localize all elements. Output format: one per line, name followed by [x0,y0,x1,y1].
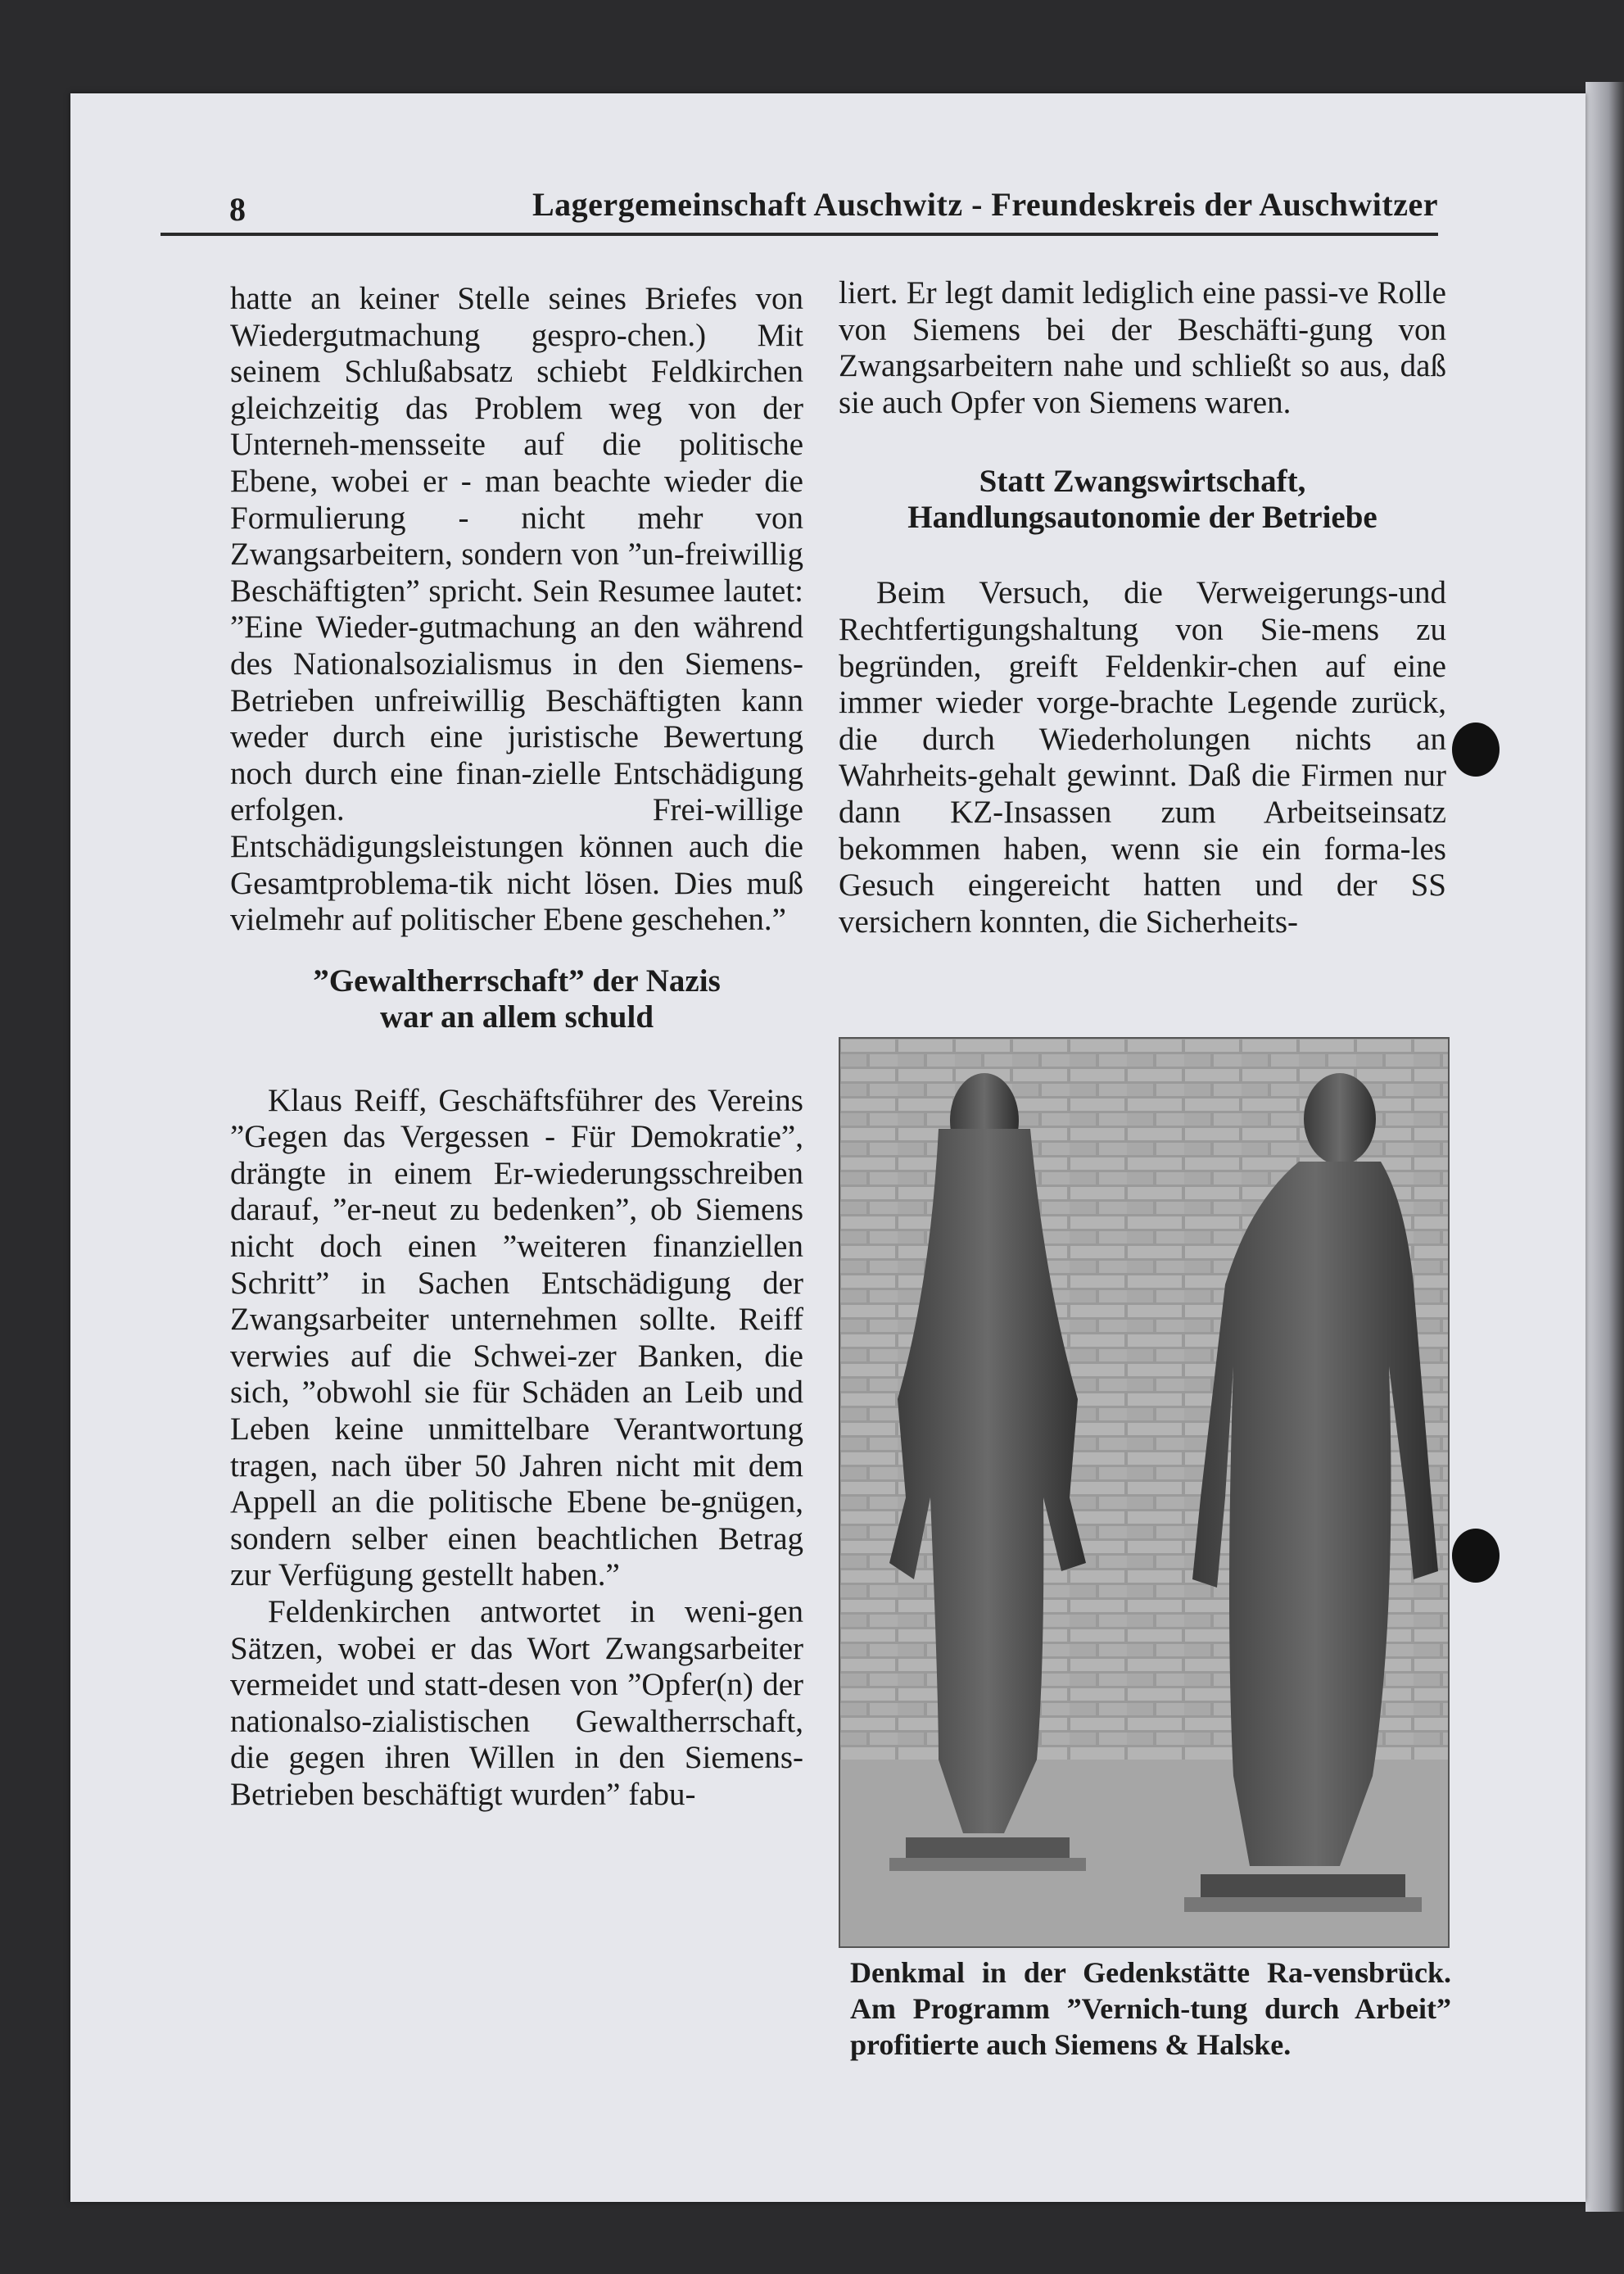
right-column [839,275,1446,940]
left-paragraph-2: Klaus Reiff, Geschäftsführer des Vereins ”Gegen das Vergessen - Für Demokratie”, drängte in einem Er-wiederungsschreiben darauf, ”er-neut zu bedenken”, ob Siemens nicht doch einen ”weiteren finanziellen Schritt” in Sachen Entschädigung der Zwangsarbeiter unternehmen sollte. Reiff verwies auf die Schwei-zer Banken, die sich, ”obwohl sie für Schäden an Leib und Leben keine unmittelbare Verantwortung tragen, nach über 50 Jahren nicht mit dem Appell an die politische Ebene be-gnügen, sondern selber einen beachtlichen Betrag zur Verfügung gestellt haben.” [230,1082,803,1593]
right-heading-line-2: Handlungsautonomie der Betriebe [907,500,1377,536]
left-paragraph-1: hatte an keiner Stelle seines Briefes von Wiedergutmachung gespro-chen.) Mit seinem Schlußabsatz schiebt Feldkirchen gleichzeitig das Problem weg von der Unterneh-mensseite auf die politische Ebene, wobei er - man beachte wieder die Formulierung - nicht mehr von Zwangsarbeitern, sondern von ”un-freiwillig Beschäftigten” spricht. Sein Resumee lautet: ”Eine Wieder-gutmachung an den während des Nationalsozialismus in den Siemens-Betrieben unfreiwillig Beschäftigten kann weder durch eine juristische Bewertung noch durch eine finan-zielle Entschädigung erfolgen. Frei-willige Entschädigungsleistungen können auch die Gesamtproblema-tik nicht lösen. Dies muß vielmehr auf politischer Ebene geschehen.” [230,281,803,938]
left-heading-line-2: war an allem schuld [379,999,654,1035]
page-edge [1586,82,1624,2212]
memorial-statues-image [840,1039,1448,1946]
left-heading-line-1: ”Gewaltherrschaft” der Nazis [313,963,721,999]
left-paragraph-3: Feldenkirchen antwortet in weni-gen Sätzen, wobei er das Wort Zwangsarbeiter vermeidet und statt-desen von ”Opfer(n) der nationalso-zialistischen Gewaltherrschaft, die gegen ihren Willen in den Siemens-Betrieben beschäftigt wurden” fabu- [230,1594,803,1812]
page-header [161,182,1438,236]
right-paragraph-1: liert. Er legt damit lediglich eine passi-ve Rolle von Siemens bei der Beschäfti-gung von Zwangsarbeitern nahe und schließt so aus, daß sie auch Opfer von Siemens waren. [839,275,1446,420]
page-number: 8 [229,191,247,228]
memorial-photo [839,1037,1450,1948]
running-title: Lagergemeinschaft Auschwitz - Freundeskreis der Auschwitzer [532,186,1438,223]
punch-hole-upper [1452,723,1500,777]
right-heading-line-1: Statt Zwangswirtschaft, [979,464,1306,500]
left-column [230,281,803,1814]
right-paragraph-2: Beim Versuch, die Verweigerungs-und Rechtfertigungshaltung von Sie-mens zu begründen, greift Feldenkir-chen auf eine immer wieder vorge-brachte Legende zurück, die durch Wiederholungen nichts an Wahrheits-gehalt gewinnt. Daß die Firmen nur dann KZ-Insassen zum Arbeitseinsatz bekommen haben, wenn sie ein forma-les Gesuch eingereicht hatten und der SS versichern konnten, die Sicherheits- [839,575,1446,940]
punch-hole-lower [1452,1529,1500,1583]
photo-caption: Denkmal in der Gedenkstätte Ra-vensbrück. Am Programm ”Vernich-tung durch Arbeit” profitierte auch Siemens & Halske. [850,1956,1451,2061]
